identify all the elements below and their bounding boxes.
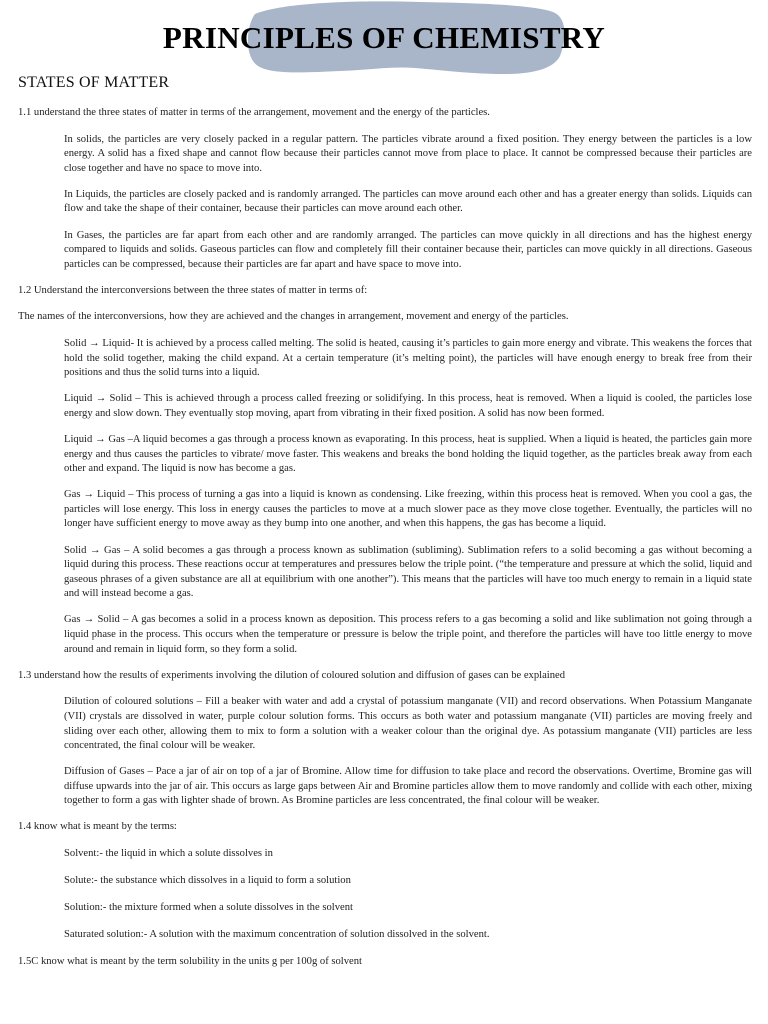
- paragraph-liquids: In Liquids, the particles are closely packed and is randomly arranged. The particles can move around each other and has a greater energy than solids. Liquids can flow and take the shape of their container, because their particles can move around each other.: [64, 188, 752, 215]
- paragraph-dilution: Dilution of coloured solutions – Fill a beaker with water and add a crystal of potassium manganate (VII) and record observations. When Potassium Manganate (VII) crystals are dissolved in water, purple colour solution forms. This occurs as both water and potassium manganate (VII) particles are moving freely and sliding over each other, allowing them to mix to form a solution with a weaker colour than the original dye. As potassium manganate (VII) particles are less concentrated, the final colour will be weaker.: [64, 696, 752, 752]
- paragraph-sublimation: Solid → Gas – A solid becomes a gas through a process known as sublimation (subliming). Sublimation refers to a solid becoming a gas without becoming a liquid during this process. These reactions occur at temperatures and pressures below the triple point. (“the temperature and pressure at which the solid, liquid and gaseous phrases of a given substance are all at equilibrium with one another”). This means that the particles will have too much energy to remain in a liquid state and will instead become a gas.: [64, 544, 752, 600]
- objective-1-1: 1.1 understand the three states of matter in terms of the arrangement, movement and the energy of the particles.: [18, 107, 490, 118]
- document-body: [18, 106, 752, 982]
- paragraph-gases: In Gases, the particles are far apart from each other and are randomly arranged. The particles can move quickly in all directions and has the highest energy compared to liquids and solids. Gaseous particles can flow and completely fill their container because their, particles can move quickly in all directions. Gaseous particles can be compressed, because their particles are far apart and have space to move into.: [64, 229, 752, 270]
- section-heading: STATES OF MATTER: [18, 74, 170, 91]
- definition-saturated-solution: Saturated solution:- A solution with the maximum concentration of solution dissolved in the solvent.: [64, 929, 490, 941]
- document-title: PRINCIPLES OF CHEMISTRY: [162, 20, 606, 55]
- objective-1-5c: 1.5C know what is meant by the term solubility in the units g per 100g of solvent: [18, 956, 362, 967]
- title-banner: [0, 0, 768, 80]
- objective-1-2: 1.2 Understand the interconversions between the three states of matter in terms of:: [18, 284, 368, 296]
- paragraph-diffusion: Diffusion of Gases – Pace a jar of air on top of a jar of Bromine. Allow time for diffusion to take place and record the observations. Overtime, Bromine gas will diffuse upwards into the jar of air. This occurs as large gaps between Air and Bromine particles allow them to move randomly and collide with each other, mixing together to form a gas with lighter shade of brown. As Bromine particles are less concentrated, the final colour will be weaker.: [64, 766, 752, 807]
- paragraph-condensing: Gas → Liquid – This process of turning a gas into a liquid is known as condensing. Like freezing, within this process heat is removed. When you cool a gas, the particles will lose energy. This loss in energy causes the particles to move at a much slower pace as they move close together. Eventually, the particles will no longer have sufficient energy to move away as they bump into one another, and when this happens, the gas has become a liquid.: [64, 489, 752, 530]
- paragraph-evaporating: Liquid → Gas –A liquid becomes a gas through a process known as evaporating. In this process, heat is supplied. When a liquid is heated, the particles gain more energy and thus causes the particles to vibrate/ move faster. This weakens and breaks the bond holding the liquid together, as the particles break away from each other and expand. The liquid is now has become a gas.: [64, 434, 752, 475]
- paragraph-melting: Solid → Liquid- It is achieved by a process called melting. The solid is heated, causing it’s particles to gain more energy and vibrate. This weakens the forces that hold the solid together, making the child expand. At a certain temperature (it’s melting point), the particles will have enough energy to break free from their positions and thus the solid turns into a liquid.: [64, 338, 752, 379]
- paragraph-interconversions-intro: The names of the interconversions, how they are achieved and the changes in arrangement, movement and energy of the particles.: [18, 311, 569, 323]
- paragraph-solids: In solids, the particles are very closely packed in a regular pattern. The particles vibrate around a fixed position. They energy between the particles is a low energy. A solid has a fixed shape and cannot flow because their particles cannot move from place to place. It cannot be compressed because their particles are close together and have no space to move into.: [64, 133, 752, 174]
- definition-solvent: Solvent:- the liquid in which a solute dissolves in: [64, 848, 273, 860]
- paragraph-freezing: Liquid → Solid – This is achieved through a process called freezing or solidifying. In this process, heat is removed. When a liquid is cooled, the particles lose energy and slow down. They eventually stop moving, apart from vibrating in their fixed position. A solid has now been formed.: [64, 393, 752, 419]
- objective-1-4: 1.4 know what is meant by the terms:: [18, 821, 177, 833]
- definition-solution: Solution:- the mixture formed when a solute dissolves in the solvent: [64, 902, 353, 914]
- definition-solute: Solute:- the substance which dissolves in a liquid to form a solution: [64, 875, 351, 887]
- paragraph-deposition: Gas → Solid – A gas becomes a solid in a process known as deposition. This process refers to a gas becoming a solid and like sublimation not going through a liquid phase in the process. This occurs when the temperature or pressure is below the triple point, and therefore the particles will have too little energy to move around and remain in liquid form, so they form a solid.: [64, 614, 752, 655]
- objective-1-3: 1.3 understand how the results of experiments involving the dilution of coloured solution and diffusion of gases can be explained: [18, 669, 566, 681]
